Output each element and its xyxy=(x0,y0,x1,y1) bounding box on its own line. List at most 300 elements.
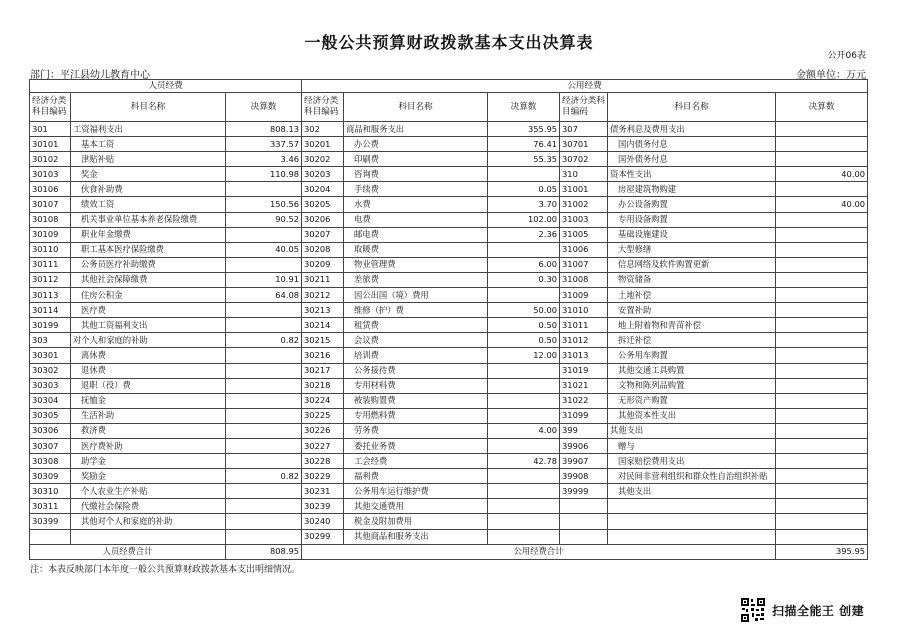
item-name xyxy=(71,529,226,544)
item-name: 退休费 xyxy=(71,363,226,378)
table-row xyxy=(30,333,868,348)
item-name: 水费 xyxy=(344,197,488,212)
item-amount xyxy=(776,363,868,378)
item-name: 救济费 xyxy=(71,423,226,438)
unit-label: 金额单位：万元 xyxy=(796,70,866,81)
item-name: 生活补助 xyxy=(71,408,226,423)
table-number: 公开06表 xyxy=(827,51,866,61)
item-amount: 6.00 xyxy=(488,257,560,272)
table-row xyxy=(30,484,868,499)
table-row xyxy=(30,454,868,469)
item-name: 对民间非营利组织和群众性自治组织补贴 xyxy=(608,469,776,484)
item-code: 30216 xyxy=(302,348,344,363)
code-header: 经济分类科目编码 xyxy=(30,93,71,122)
item-code: 30399 xyxy=(30,514,71,529)
totals-row xyxy=(30,544,868,559)
table-row xyxy=(30,182,868,197)
item-name: 职业年金缴费 xyxy=(71,227,226,242)
item-code: 301 xyxy=(30,122,71,137)
item-name: 安置补助 xyxy=(608,303,776,318)
table-row xyxy=(30,318,868,333)
item-name: 住房公积金 xyxy=(71,288,226,303)
document-title: 一般公共预算财政拨款基本支出决算表 xyxy=(304,33,594,52)
item-code: 30206 xyxy=(302,212,344,227)
item-code: 30217 xyxy=(302,363,344,378)
item-amount xyxy=(776,333,868,348)
item-amount: 55.35 xyxy=(488,152,560,167)
item-name: 委托业务费 xyxy=(344,438,488,453)
item-code: 30227 xyxy=(302,438,344,453)
item-amount xyxy=(488,167,560,182)
table-row xyxy=(30,529,868,544)
item-amount: 40.00 xyxy=(776,197,868,212)
item-code: 31099 xyxy=(560,408,608,423)
item-name: 税金及附加费用 xyxy=(344,514,488,529)
name-header: 科目名称 xyxy=(71,93,226,122)
item-code xyxy=(560,514,608,529)
item-amount: 40.00 xyxy=(776,167,868,182)
item-amount: 42.78 xyxy=(488,454,560,469)
item-name: 奖励金 xyxy=(71,469,226,484)
item-code: 30304 xyxy=(30,393,71,408)
item-name: 伙食补助费 xyxy=(71,182,226,197)
item-amount xyxy=(488,469,560,484)
item-amount: 3.70 xyxy=(488,197,560,212)
item-code: 30231 xyxy=(302,484,344,499)
item-code: 39908 xyxy=(560,469,608,484)
item-code: 31003 xyxy=(560,212,608,227)
table-row xyxy=(30,257,868,272)
public-group-header: 公用经费 xyxy=(302,80,868,93)
item-name xyxy=(608,499,776,514)
amount-header: 决算数 xyxy=(226,93,302,122)
table-row xyxy=(30,363,868,378)
item-code: 30306 xyxy=(30,423,71,438)
item-amount: 337.57 xyxy=(226,137,302,152)
item-amount xyxy=(776,499,868,514)
table-row xyxy=(30,122,868,137)
item-amount: 0.30 xyxy=(488,272,560,287)
item-code: 30305 xyxy=(30,408,71,423)
table-row xyxy=(30,152,868,167)
item-code: 30309 xyxy=(30,469,71,484)
item-name: 资本性支出 xyxy=(608,167,776,182)
item-amount xyxy=(226,303,302,318)
item-code: 30215 xyxy=(302,333,344,348)
item-code: 30101 xyxy=(30,137,71,152)
item-code: 30302 xyxy=(30,363,71,378)
item-code: 30213 xyxy=(302,303,344,318)
item-name: 手续费 xyxy=(344,182,488,197)
item-name: 咨询费 xyxy=(344,167,488,182)
item-code: 30106 xyxy=(30,182,71,197)
item-amount xyxy=(776,378,868,393)
item-name: 被装购置费 xyxy=(344,393,488,408)
item-amount xyxy=(776,423,868,438)
item-code: 302 xyxy=(302,122,344,137)
item-code: 30239 xyxy=(302,499,344,514)
item-name: 维修（护）费 xyxy=(344,303,488,318)
item-amount: 0.50 xyxy=(488,318,560,333)
item-name: 会议费 xyxy=(344,333,488,348)
item-amount: 0.50 xyxy=(488,333,560,348)
item-name: 其他交通费用 xyxy=(344,499,488,514)
item-code: 30228 xyxy=(302,454,344,469)
item-code: 31019 xyxy=(560,363,608,378)
item-amount xyxy=(488,499,560,514)
item-name: 助学金 xyxy=(71,454,226,469)
item-name: 大型修缮 xyxy=(608,242,776,257)
table-row xyxy=(30,288,868,303)
item-name: 商品和服务支出 xyxy=(344,122,488,137)
item-amount: 808.13 xyxy=(226,122,302,137)
public-total-amount: 395.95 xyxy=(776,544,868,559)
item-name: 印刷费 xyxy=(344,152,488,167)
item-name: 物资储备 xyxy=(608,272,776,287)
item-code: 31022 xyxy=(560,393,608,408)
watermark-text: 扫描全能王 创建 xyxy=(772,603,865,618)
item-amount xyxy=(776,438,868,453)
public-total-label: 公用经费合计 xyxy=(302,544,776,559)
item-name: 专用材料费 xyxy=(344,378,488,393)
item-code: 30301 xyxy=(30,348,71,363)
item-amount xyxy=(226,529,302,544)
item-code: 30111 xyxy=(30,257,71,272)
item-amount xyxy=(776,152,868,167)
item-amount: 150.56 xyxy=(226,197,302,212)
item-code: 30199 xyxy=(30,318,71,333)
item-name: 离休费 xyxy=(71,348,226,363)
department-label: 部门：平江县幼儿教育中心 xyxy=(30,70,150,81)
item-name: 退职（役）费 xyxy=(71,378,226,393)
item-code: 30207 xyxy=(302,227,344,242)
item-code: 30307 xyxy=(30,438,71,453)
footnote: 注：本表反映部门本年度一般公共预算财政拨款基本支出明细情况。 xyxy=(30,565,301,575)
item-code: 31007 xyxy=(560,257,608,272)
item-name: 债务利息及费用支出 xyxy=(608,122,776,137)
item-name: 其他支出 xyxy=(608,423,776,438)
item-amount xyxy=(776,529,868,544)
item-name: 地上附着物和青苗补偿 xyxy=(608,318,776,333)
item-name: 福利费 xyxy=(344,469,488,484)
item-name: 个人农业生产补贴 xyxy=(71,484,226,499)
column-header-row xyxy=(30,93,868,122)
item-code: 31002 xyxy=(560,197,608,212)
item-code xyxy=(560,529,608,544)
item-amount xyxy=(776,469,868,484)
item-amount xyxy=(488,438,560,453)
item-code xyxy=(560,499,608,514)
item-code: 30310 xyxy=(30,484,71,499)
item-code: 30702 xyxy=(560,152,608,167)
table-row xyxy=(30,423,868,438)
item-name: 绩效工资 xyxy=(71,197,226,212)
item-code: 303 xyxy=(30,333,71,348)
item-amount xyxy=(776,393,868,408)
item-amount xyxy=(776,212,868,227)
item-name: 工会经费 xyxy=(344,454,488,469)
item-name: 公务员医疗补助缴费 xyxy=(71,257,226,272)
item-name: 其他资本性支出 xyxy=(608,408,776,423)
amount-header: 决算数 xyxy=(488,93,560,122)
item-code: 31011 xyxy=(560,318,608,333)
table-row xyxy=(30,167,868,182)
item-name: 电费 xyxy=(344,212,488,227)
item-code: 31009 xyxy=(560,288,608,303)
item-code: 31006 xyxy=(560,242,608,257)
item-amount: 0.82 xyxy=(226,333,302,348)
item-code xyxy=(30,529,71,544)
item-amount xyxy=(226,363,302,378)
table-row xyxy=(30,393,868,408)
item-amount xyxy=(226,484,302,499)
item-amount xyxy=(488,514,560,529)
item-code: 30103 xyxy=(30,167,71,182)
item-name: 文物和陈列品购置 xyxy=(608,378,776,393)
item-code: 30107 xyxy=(30,197,71,212)
item-name: 信息网络及软件购置更新 xyxy=(608,257,776,272)
item-name: 公务接待费 xyxy=(344,363,488,378)
item-name: 津贴补贴 xyxy=(71,152,226,167)
item-amount xyxy=(776,408,868,423)
item-code: 310 xyxy=(560,167,608,182)
item-name: 取暖费 xyxy=(344,242,488,257)
item-code: 30303 xyxy=(30,378,71,393)
item-code: 31021 xyxy=(560,378,608,393)
table-row xyxy=(30,227,868,242)
item-code: 30113 xyxy=(30,288,71,303)
name-header: 科目名称 xyxy=(344,93,488,122)
qr-code-icon xyxy=(740,597,766,623)
item-amount: 3.46 xyxy=(226,152,302,167)
item-name: 办公设备购置 xyxy=(608,197,776,212)
item-amount xyxy=(488,363,560,378)
item-amount: 0.82 xyxy=(226,469,302,484)
item-code: 307 xyxy=(560,122,608,137)
item-amount: 0.05 xyxy=(488,182,560,197)
item-name: 医疗费补助 xyxy=(71,438,226,453)
item-name: 物业管理费 xyxy=(344,257,488,272)
item-amount xyxy=(226,257,302,272)
item-code: 30108 xyxy=(30,212,71,227)
item-amount xyxy=(226,182,302,197)
item-name: 其他工资福利支出 xyxy=(71,318,226,333)
item-code: 30202 xyxy=(302,152,344,167)
item-code: 399 xyxy=(560,423,608,438)
personnel-total-amount: 808.95 xyxy=(226,544,302,559)
item-name: 因公出国（境）费用 xyxy=(344,288,488,303)
item-name: 国外债务付息 xyxy=(608,152,776,167)
personnel-group-header: 人员经费 xyxy=(30,80,302,93)
item-name: 职工基本医疗保险缴费 xyxy=(71,242,226,257)
table-row xyxy=(30,197,868,212)
item-name: 抚恤金 xyxy=(71,393,226,408)
item-amount xyxy=(488,288,560,303)
item-code: 30224 xyxy=(302,393,344,408)
item-amount xyxy=(488,378,560,393)
name-header: 科目名称 xyxy=(608,93,776,122)
item-code: 30209 xyxy=(302,257,344,272)
personnel-total-label: 人员经费合计 xyxy=(30,544,226,559)
item-code: 30229 xyxy=(302,469,344,484)
table-row xyxy=(30,303,868,318)
item-code: 30226 xyxy=(302,423,344,438)
code-header: 经济分类科目编码 xyxy=(560,93,608,122)
item-name: 邮电费 xyxy=(344,227,488,242)
item-name: 医疗费 xyxy=(71,303,226,318)
amount-header: 决算数 xyxy=(776,93,868,122)
item-amount xyxy=(226,408,302,423)
item-code: 30214 xyxy=(302,318,344,333)
item-name: 代缴社会保险费 xyxy=(71,499,226,514)
item-amount: 355.95 xyxy=(488,122,560,137)
item-name: 其他社会保障缴费 xyxy=(71,272,226,287)
item-amount xyxy=(488,393,560,408)
item-code: 30205 xyxy=(302,197,344,212)
item-amount xyxy=(226,348,302,363)
item-amount: 76.41 xyxy=(488,137,560,152)
item-name: 拆迁补偿 xyxy=(608,333,776,348)
item-amount xyxy=(776,288,868,303)
item-amount xyxy=(226,378,302,393)
table-row xyxy=(30,137,868,152)
item-name: 公务用车购置 xyxy=(608,348,776,363)
item-code: 39999 xyxy=(560,484,608,499)
item-amount xyxy=(776,484,868,499)
item-name: 基础设施建设 xyxy=(608,227,776,242)
item-amount xyxy=(776,514,868,529)
item-code: 30112 xyxy=(30,272,71,287)
item-code: 30701 xyxy=(560,137,608,152)
item-name: 基本工资 xyxy=(71,137,226,152)
item-code: 31010 xyxy=(560,303,608,318)
item-amount: 40.05 xyxy=(226,242,302,257)
item-amount xyxy=(776,137,868,152)
item-code: 30240 xyxy=(302,514,344,529)
item-name: 劳务费 xyxy=(344,423,488,438)
item-name xyxy=(608,514,776,529)
item-name: 培训费 xyxy=(344,348,488,363)
item-amount xyxy=(776,227,868,242)
item-code: 31005 xyxy=(560,227,608,242)
item-code: 30208 xyxy=(302,242,344,257)
item-code: 31001 xyxy=(560,182,608,197)
item-name: 对个人和家庭的补助 xyxy=(71,333,226,348)
item-amount xyxy=(776,272,868,287)
item-code: 30203 xyxy=(302,167,344,182)
item-amount: 90.52 xyxy=(226,212,302,227)
item-code: 30109 xyxy=(30,227,71,242)
item-name: 专用燃料费 xyxy=(344,408,488,423)
item-amount xyxy=(226,454,302,469)
item-code: 30110 xyxy=(30,242,71,257)
item-amount xyxy=(776,182,868,197)
item-name: 土地补偿 xyxy=(608,288,776,303)
item-name: 国内债务付息 xyxy=(608,137,776,152)
item-name: 赠与 xyxy=(608,438,776,453)
item-code: 30211 xyxy=(302,272,344,287)
code-header: 经济分类科目编码 xyxy=(302,93,344,122)
item-name: 房屋建筑物购建 xyxy=(608,182,776,197)
table-row xyxy=(30,514,868,529)
item-name: 其他商品和服务支出 xyxy=(344,529,488,544)
item-amount: 10.91 xyxy=(226,272,302,287)
item-code: 30308 xyxy=(30,454,71,469)
scanner-watermark xyxy=(740,597,864,623)
item-code: 30102 xyxy=(30,152,71,167)
item-amount: 110.98 xyxy=(226,167,302,182)
item-name: 其他支出 xyxy=(608,484,776,499)
item-code: 30114 xyxy=(30,303,71,318)
item-name: 工资福利支出 xyxy=(71,122,226,137)
item-amount xyxy=(776,303,868,318)
item-amount xyxy=(488,408,560,423)
item-code: 30299 xyxy=(302,529,344,544)
item-amount xyxy=(776,242,868,257)
table-row xyxy=(30,212,868,227)
item-amount: 102.00 xyxy=(488,212,560,227)
table-row xyxy=(30,348,868,363)
item-amount xyxy=(776,318,868,333)
item-code: 30212 xyxy=(302,288,344,303)
table-row xyxy=(30,242,868,257)
item-name: 公务用车运行维护费 xyxy=(344,484,488,499)
table-row xyxy=(30,272,868,287)
table-row xyxy=(30,469,868,484)
item-name: 奖金 xyxy=(71,167,226,182)
item-code: 31013 xyxy=(560,348,608,363)
table-row xyxy=(30,378,868,393)
item-amount xyxy=(226,499,302,514)
item-name: 租赁费 xyxy=(344,318,488,333)
item-code: 30225 xyxy=(302,408,344,423)
item-amount xyxy=(226,423,302,438)
item-name: 机关事业单位基本养老保险缴费 xyxy=(71,212,226,227)
table-row xyxy=(30,408,868,423)
item-amount xyxy=(226,438,302,453)
item-amount: 4.00 xyxy=(488,423,560,438)
item-amount xyxy=(776,257,868,272)
item-amount: 64.08 xyxy=(226,288,302,303)
group-header-row xyxy=(30,80,868,93)
item-amount xyxy=(226,318,302,333)
item-amount xyxy=(776,348,868,363)
item-code: 30201 xyxy=(302,137,344,152)
item-name: 国家赔偿费用支出 xyxy=(608,454,776,469)
item-code: 30218 xyxy=(302,378,344,393)
expenditure-table xyxy=(29,79,868,560)
item-amount xyxy=(226,227,302,242)
item-code: 31012 xyxy=(560,333,608,348)
item-name: 其他交通工具购置 xyxy=(608,363,776,378)
item-code: 39907 xyxy=(560,454,608,469)
item-code: 30204 xyxy=(302,182,344,197)
item-amount: 12.00 xyxy=(488,348,560,363)
item-amount: 50.00 xyxy=(488,303,560,318)
item-code: 31008 xyxy=(560,272,608,287)
item-amount xyxy=(488,242,560,257)
table-row xyxy=(30,499,868,514)
item-name: 无形资产购置 xyxy=(608,393,776,408)
table-row xyxy=(30,438,868,453)
item-name: 差旅费 xyxy=(344,272,488,287)
item-name: 专用设备购置 xyxy=(608,212,776,227)
item-code: 39906 xyxy=(560,438,608,453)
item-amount xyxy=(776,454,868,469)
item-code: 30311 xyxy=(30,499,71,514)
item-amount xyxy=(776,122,868,137)
item-amount xyxy=(488,529,560,544)
